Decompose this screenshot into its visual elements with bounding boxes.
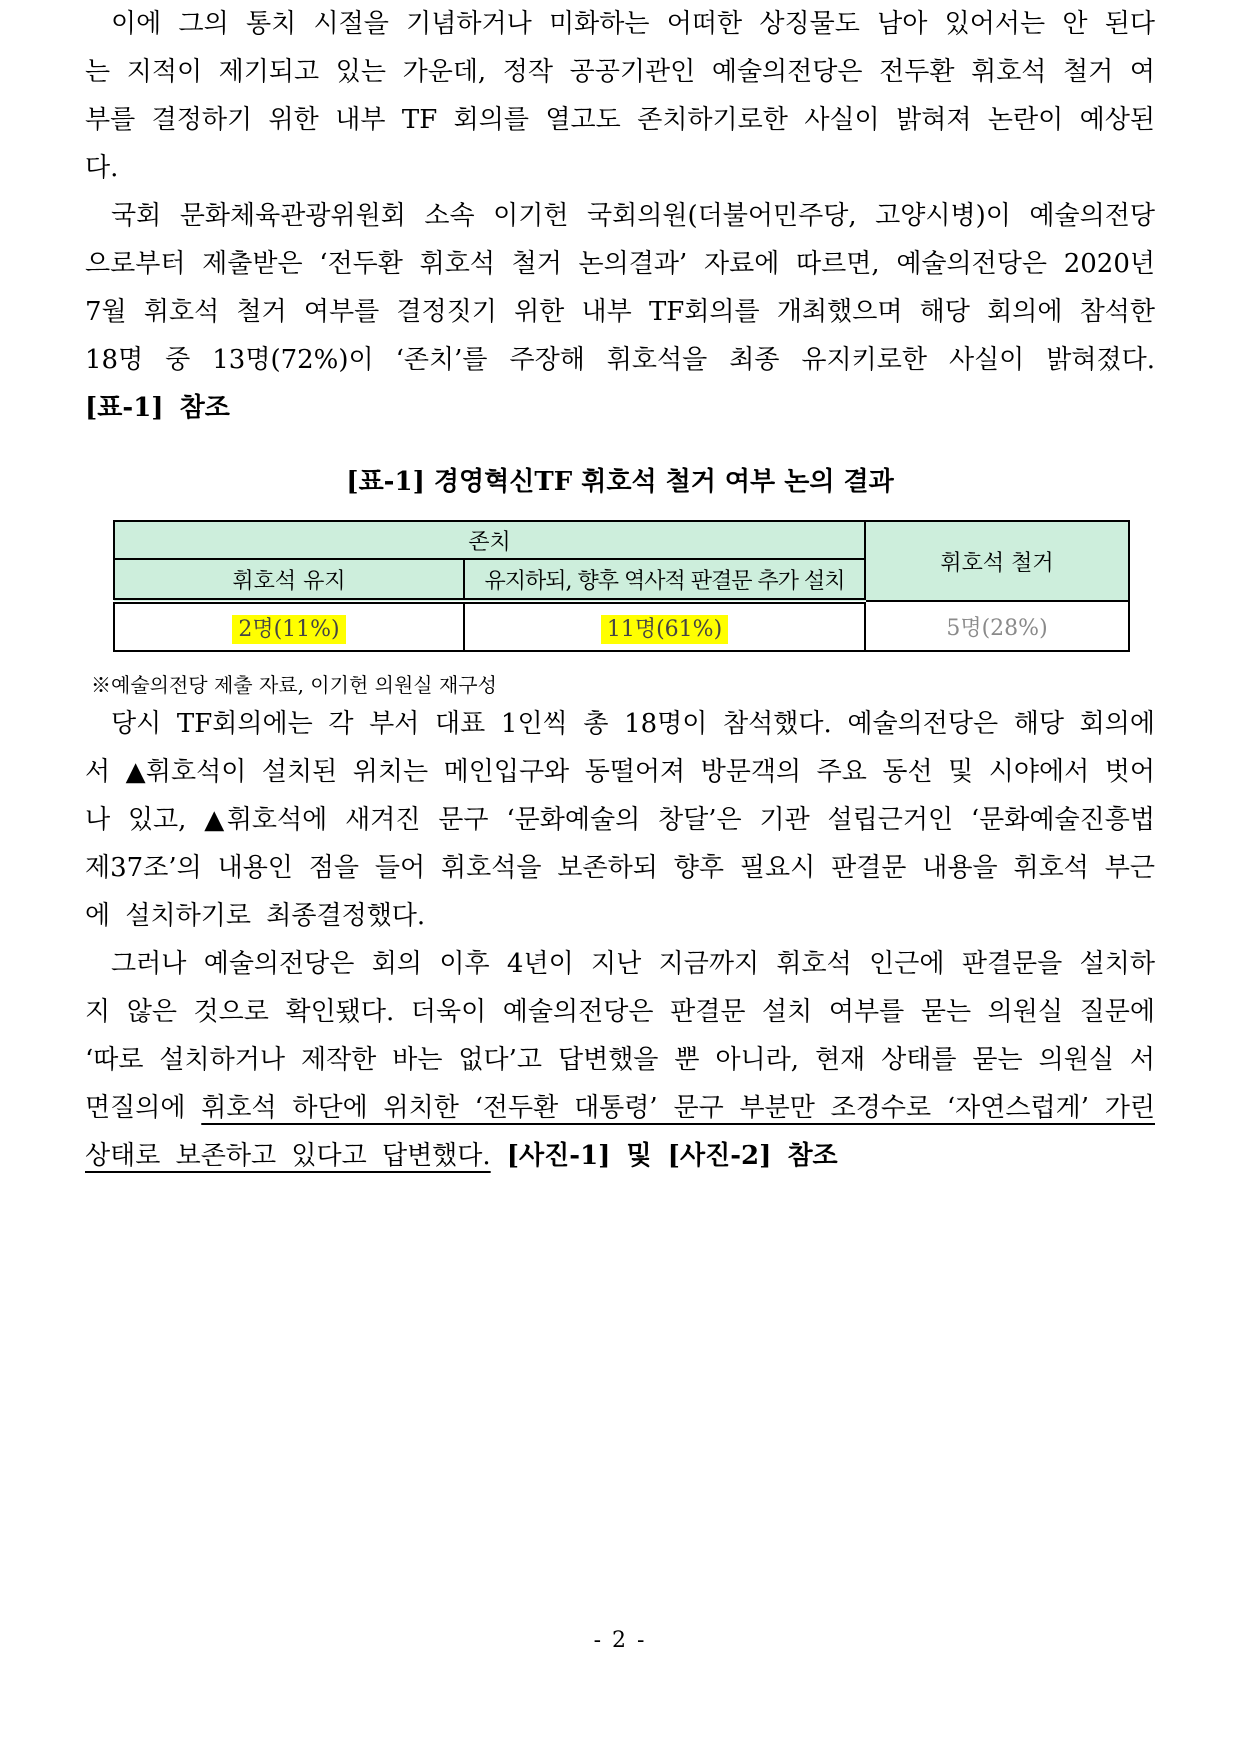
table-header-keep-cond: 유지하되, 향후 역사적 판결문 추가 설치: [464, 559, 865, 601]
table-header-keep: 휘호석 유지: [114, 559, 464, 601]
table-title: [표-1] 경영혁신TF 휘호석 철거 여부 논의 결과: [346, 467, 894, 497]
page-number: - 2 -: [593, 1628, 647, 1653]
table-header-keep-group: 존치: [114, 521, 865, 559]
paragraph-tf-meeting-text: 국회 문화체육관광위원회 소속 이기헌 국회의원(더불어민주당, 고양시병)이 예술의전당으로부터 제출받은 ‘전두환 휘호석 철거 논의결과’ 자료에 따르면, 예술의전당은 2020년 7월 휘호석 철거 여부를 결정짓기 위한 내부 TF회의를 개최했으며 해당 회의에 참석한 18명 중 13명(72%)이 ‘존치’를 주장해 휘호석을 최종 유지키로한 사실이 밝혀졌다.: [85, 201, 1155, 375]
paragraph-followup-text: 그러나 예술의전당은 회의 이후 4년이 지난 지금까지 휘호석 인근에 판결문을 설치하지 않은 것으로 확인됐다. 더욱이 예술의전당은 판결문 설치 여부를 묻는 의원실 질문에 ‘따로 설치하거나 제작한 바는 없다’고 답변했을 뿐 아니라, 현재 상태를 묻는 의원실 서면질의에: [85, 949, 1155, 1123]
paragraph-intro: [85, 0, 1155, 192]
highlighted-value-keep-cond: 11명(61%): [601, 615, 728, 644]
paragraph-followup: [85, 940, 1155, 1180]
paragraph-tf-meeting: [85, 192, 1155, 432]
paragraph-followup-underlined-text: 휘호석 하단에 위치한 ‘전두환 대통령’ 문구 부분만 조경수로 ‘자연스럽게’ 가린 상태로 보존하고 있다고 답변했다.: [85, 1093, 1155, 1171]
tf-discussion-result-table: [113, 520, 1130, 652]
paragraph-intro-text: 이에 그의 통치 시절을 기념하거나 미화하는 어떠한 상징물도 남아 있어서는 안 된다는 지적이 제기되고 있는 가운데, 정작 공공기관인 예술의전당은 전두환 휘호석 철거 여부를 결정하기 위한 내부 TF 회의를 열고도 존치하기로한 사실이 밝혀져 논란이 예상된다.: [85, 9, 1155, 183]
paragraph-decision-reasons-text: 당시 TF회의에는 각 부서 대표 1인씩 총 18명이 참석했다. 예술의전당은 해당 회의에서 ▲휘호석이 설치된 위치는 메인입구와 동떨어져 방문객의 주요 동선 및 시야에서 벗어나 있고, ▲휘호석에 새겨진 문구 ‘문화예술의 창달’은 기관 설립근거인 ‘문화예술진흥법 제37조’의 내용인 점을 들어 휘호석을 보존하되 향후 필요시 판결문 내용을 휘호석 부근에 설치하기로 최종결정했다.: [85, 709, 1155, 931]
photo-reference-label: [사진-1] 및 [사진-2] 참조: [490, 1141, 838, 1171]
table-cell-keep-cond: [464, 601, 865, 651]
paragraph-decision-reasons: [85, 700, 1155, 940]
highlighted-value-keep: 2명(11%): [232, 615, 345, 644]
table-cell-remove: 5명(28%): [865, 601, 1129, 651]
table-reference-label: [표-1] 참조: [85, 393, 230, 423]
table-header-remove: 휘호석 철거: [865, 521, 1129, 601]
table-cell-keep: [114, 601, 464, 651]
table-footnote: ※예술의전당 제출 자료, 이기헌 의원실 재구성: [91, 673, 497, 697]
